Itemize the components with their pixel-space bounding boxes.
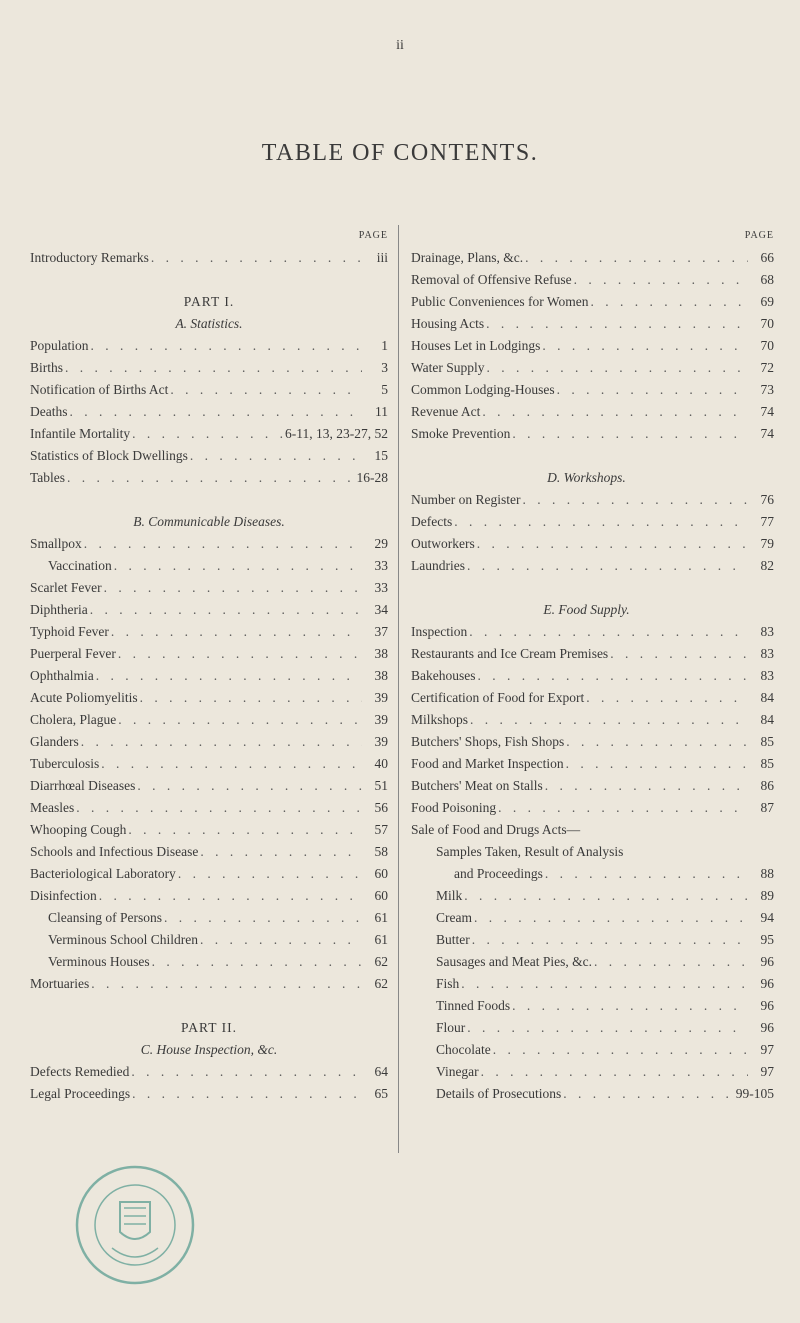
toc-entry[interactable] <box>399 951 774 973</box>
entry-label: Butter <box>436 932 470 947</box>
entry-page: 58 <box>374 844 388 859</box>
toc-entry[interactable] <box>399 1017 774 1039</box>
entry-page: 69 <box>760 294 774 309</box>
leader-dots <box>112 555 362 577</box>
entry-page: 97 <box>760 1064 774 1079</box>
entry-label: Housing Acts <box>411 316 485 331</box>
leader-dots <box>135 775 362 797</box>
entry-label: Cleansing of Persons <box>48 910 162 925</box>
leader-dots <box>484 313 748 335</box>
entry-label: Revenue Act <box>411 404 481 419</box>
toc-entry[interactable] <box>30 335 388 357</box>
entry-label: Mortuaries <box>30 976 90 991</box>
entry-page: 87 <box>760 800 774 815</box>
entry-label: Verminous School Children <box>48 932 198 947</box>
entry-page: 39 <box>374 712 388 727</box>
entry-page: 97 <box>760 1042 774 1057</box>
leader-dots <box>465 1017 748 1039</box>
entry-page: 96 <box>760 998 774 1013</box>
leader-dots <box>476 665 749 687</box>
entry-label: Defects <box>411 514 453 529</box>
toc-entry[interactable] <box>399 995 774 1017</box>
entry-label: Outworkers <box>411 536 475 551</box>
left-column <box>30 225 388 1105</box>
entry-page: 85 <box>760 756 774 771</box>
entry-label: Bacteriological Laboratory <box>30 866 176 881</box>
entry-label: Bakehouses <box>411 668 476 683</box>
leader-dots <box>592 951 748 973</box>
entry-label: Puerperal Fever <box>30 646 116 661</box>
leader-dots <box>589 291 748 313</box>
entry-page: 83 <box>760 668 774 683</box>
leader-dots <box>540 335 748 357</box>
toc-entry[interactable] <box>399 533 774 555</box>
leader-dots <box>452 511 748 533</box>
entry-page: 73 <box>760 382 774 397</box>
leader-dots <box>465 555 748 577</box>
entry-page: 5 <box>381 382 388 397</box>
entry-label: Tinned Foods <box>436 998 511 1013</box>
entry-page: 29 <box>374 536 388 551</box>
leader-dots <box>149 247 362 269</box>
entry-label: Flour <box>436 1020 466 1035</box>
leader-dots <box>543 775 748 797</box>
entry-page: 77 <box>760 514 774 529</box>
toc-entry[interactable] <box>30 863 388 885</box>
toc-entry[interactable] <box>399 621 774 643</box>
toc-entry[interactable] <box>30 665 388 687</box>
toc-entry[interactable] <box>399 401 774 423</box>
toc-entry[interactable] <box>399 731 774 753</box>
entry-label: Defects Remedied <box>30 1064 130 1079</box>
entry-page: 88 <box>760 866 774 881</box>
leader-dots <box>472 907 748 929</box>
entry-page: 40 <box>374 756 388 771</box>
leader-dots <box>496 797 748 819</box>
toc-entry[interactable] <box>30 445 388 467</box>
entry-label: Laundries <box>411 558 465 573</box>
entry-page: 99-105 <box>735 1086 774 1101</box>
entry-label: Legal Proceedings <box>30 1086 131 1101</box>
toc-entry[interactable] <box>30 819 388 841</box>
toc-entry[interactable] <box>30 709 388 731</box>
toc-entry[interactable] <box>30 467 388 489</box>
toc-entry[interactable] <box>30 731 388 753</box>
leader-dots <box>99 753 362 775</box>
entry-page: 94 <box>760 910 774 925</box>
entry-label: Acute Poliomyelitis <box>30 690 138 705</box>
leader-dots <box>88 599 362 621</box>
toc-entry[interactable] <box>30 533 388 555</box>
toc-entry[interactable] <box>399 863 774 885</box>
entry-page: iii <box>376 250 388 265</box>
toc-entry[interactable] <box>399 357 774 379</box>
leader-dots <box>94 665 362 687</box>
entry-page: 62 <box>374 954 388 969</box>
entry-page: 16-28 <box>356 470 388 485</box>
leader-dots <box>168 379 362 401</box>
leader-dots <box>68 401 363 423</box>
toc-entry[interactable] <box>399 1083 774 1105</box>
toc-entry[interactable] <box>399 247 774 269</box>
toc-entry[interactable] <box>30 775 388 797</box>
entry-label: Vinegar <box>436 1064 479 1079</box>
toc-entry[interactable] <box>30 973 388 995</box>
leader-dots <box>510 995 748 1017</box>
samples-heading: Samples Taken, Result of Analysis <box>436 844 624 859</box>
entry-label: Verminous Houses <box>48 954 150 969</box>
entry-page: 74 <box>760 404 774 419</box>
entry-page: 11 <box>375 404 388 419</box>
toc-entry[interactable] <box>399 775 774 797</box>
entry-label: and Proceedings <box>454 866 543 881</box>
toc-entry[interactable] <box>399 709 774 731</box>
entry-page: 70 <box>760 316 774 331</box>
entry-page: 39 <box>374 734 388 749</box>
entry-label: Tables <box>30 470 66 485</box>
leader-dots <box>63 357 362 379</box>
leader-dots <box>162 907 362 929</box>
entry-label: Births <box>30 360 64 375</box>
leader-dots <box>479 1061 748 1083</box>
toc-entry[interactable] <box>30 1083 388 1105</box>
entry-label: Notification of Births Act <box>30 382 169 397</box>
toc-entry[interactable] <box>30 841 388 863</box>
toc-entry[interactable] <box>30 357 388 379</box>
leader-dots <box>467 621 748 643</box>
leader-dots <box>129 1061 362 1083</box>
leader-dots <box>126 819 362 841</box>
entry-label: Smallpox <box>30 536 82 551</box>
leader-dots <box>523 247 748 269</box>
toc-entry[interactable] <box>399 291 774 313</box>
entry-page: 60 <box>374 866 388 881</box>
entry-label: Certification of Food for Export <box>411 690 585 705</box>
sale-heading: Sale of Food and Drugs Acts— <box>411 822 581 837</box>
leader-dots <box>543 863 748 885</box>
entry-page: 34 <box>374 602 388 617</box>
leader-dots <box>65 467 356 489</box>
toc-entry[interactable] <box>30 929 388 951</box>
leader-dots <box>491 1039 748 1061</box>
entry-label: Milkshops <box>411 712 469 727</box>
entry-label: Deaths <box>30 404 68 419</box>
leader-dots <box>116 709 362 731</box>
toc-entry[interactable] <box>30 1061 388 1083</box>
library-stamp-icon <box>72 1162 198 1288</box>
entry-label: Drainage, Plans, &c. <box>411 250 524 265</box>
page-title: TABLE OF CONTENTS. <box>261 140 539 166</box>
leader-dots <box>130 423 285 445</box>
entry-label: Public Conveniences for Women <box>411 294 589 309</box>
entry-page: 96 <box>760 954 774 969</box>
entry-page: 66 <box>760 250 774 265</box>
entry-page: 96 <box>760 976 774 991</box>
entry-page: 70 <box>760 338 774 353</box>
entry-label: Introductory Remarks <box>30 250 149 265</box>
section-heading: C. House Inspection, &c. <box>140 1042 278 1057</box>
entry-label: Diphtheria <box>30 602 88 617</box>
toc-entry[interactable] <box>30 797 388 819</box>
entry-page: 56 <box>374 800 388 815</box>
toc-entry[interactable] <box>399 335 774 357</box>
leader-dots <box>572 269 748 291</box>
entry-page: 84 <box>760 712 774 727</box>
right-column <box>398 225 774 1153</box>
leader-dots <box>116 643 362 665</box>
toc-entry[interactable] <box>30 643 388 665</box>
leader-dots <box>608 643 748 665</box>
entry-page: 95 <box>760 932 774 947</box>
entry-page: 79 <box>760 536 774 551</box>
leader-dots <box>150 951 362 973</box>
toc-entry[interactable] <box>399 907 774 929</box>
entry-label: Schools and Infectious Disease <box>30 844 199 859</box>
communicable-list <box>30 533 388 995</box>
entry-label: Inspection <box>411 624 468 639</box>
leader-dots <box>480 401 748 423</box>
food-list <box>399 621 774 819</box>
entry-page: 83 <box>760 624 774 639</box>
leader-dots <box>198 929 362 951</box>
leader-dots <box>468 709 748 731</box>
toc-entry[interactable] <box>399 1061 774 1083</box>
leader-dots <box>109 621 362 643</box>
leader-dots <box>74 797 362 819</box>
toc-entry[interactable] <box>399 643 774 665</box>
leader-dots <box>584 687 748 709</box>
entry-label: Removal of Offensive Refuse <box>411 272 572 287</box>
entry-page: 65 <box>374 1086 388 1101</box>
leader-dots <box>475 533 748 555</box>
drainage-list <box>399 247 774 445</box>
part-heading: PART II. <box>181 1020 237 1035</box>
toc-entry[interactable] <box>30 621 388 643</box>
leader-dots <box>188 445 362 467</box>
toc-entry[interactable] <box>30 599 388 621</box>
toc-entry[interactable] <box>30 423 388 445</box>
entry-page: 84 <box>760 690 774 705</box>
entry-page: 61 <box>374 910 388 925</box>
entry-page: 38 <box>374 668 388 683</box>
leader-dots <box>564 753 748 775</box>
entry-label: Statistics of Block Dwellings <box>30 448 188 463</box>
leader-dots <box>138 687 362 709</box>
leader-dots <box>102 577 362 599</box>
toc-entry[interactable] <box>30 885 388 907</box>
entry-page: 15 <box>374 448 388 463</box>
entry-page: 3 <box>381 360 388 375</box>
entry-page: 68 <box>760 272 774 287</box>
entry-label: Disinfection <box>30 888 97 903</box>
toc-entry[interactable] <box>30 687 388 709</box>
entry-label: Smoke Prevention <box>411 426 511 441</box>
entry-label: Glanders <box>30 734 79 749</box>
entry-page: 33 <box>374 558 388 573</box>
entry-page: 37 <box>374 624 388 639</box>
entry-page: 1 <box>381 338 388 353</box>
entry-label: Cream <box>436 910 472 925</box>
toc-entry[interactable] <box>399 379 774 401</box>
entry-label: Butchers' Shops, Fish Shops <box>411 734 565 749</box>
leader-dots <box>485 357 748 379</box>
entry-label: Food Poisoning <box>411 800 497 815</box>
entry-page: 57 <box>374 822 388 837</box>
toc-entry[interactable] <box>399 687 774 709</box>
entry-label: Restaurants and Ice Cream Premises <box>411 646 609 661</box>
leader-dots <box>79 731 362 753</box>
entry-page: 61 <box>374 932 388 947</box>
entry-page: 39 <box>374 690 388 705</box>
entry-page: 82 <box>760 558 774 573</box>
entry-label: Details of Prosecutions <box>436 1086 562 1101</box>
toc-entry[interactable] <box>399 313 774 335</box>
leader-dots <box>89 973 362 995</box>
toc-entry[interactable] <box>399 753 774 775</box>
leader-dots <box>462 885 748 907</box>
toc-entry[interactable] <box>30 907 388 929</box>
toc-entry[interactable] <box>399 489 774 511</box>
entry-page: 51 <box>374 778 388 793</box>
toc-entry[interactable] <box>399 929 774 951</box>
entry-label: Diarrhœal Diseases <box>30 778 136 793</box>
toc-entry[interactable] <box>399 885 774 907</box>
toc-entry[interactable] <box>399 555 774 577</box>
entry-label: Population <box>30 338 89 353</box>
leader-dots <box>555 379 748 401</box>
entry-label: Typhoid Fever <box>30 624 109 639</box>
toc-entry[interactable] <box>399 269 774 291</box>
entry-page: 33 <box>374 580 388 595</box>
entry-page: 38 <box>374 646 388 661</box>
toc-entry[interactable] <box>399 1039 774 1061</box>
entry-label: Common Lodging-Houses <box>411 382 555 397</box>
toc-entry[interactable] <box>399 511 774 533</box>
page-column-header: PAGE <box>744 230 774 241</box>
entry-label: Infantile Mortality <box>30 426 131 441</box>
section-heading: B. Communicable Diseases. <box>133 514 285 529</box>
entry-label: Houses Let in Lodgings <box>411 338 541 353</box>
entry-label: Vaccination <box>48 558 112 573</box>
entry-label: Ophthalmia <box>30 668 94 683</box>
workshops-list <box>399 489 774 577</box>
toc-entry[interactable] <box>30 951 388 973</box>
toc-entry[interactable] <box>399 665 774 687</box>
leader-dots <box>198 841 362 863</box>
entry-label: Measles <box>30 800 75 815</box>
section-heading: A. Statistics. <box>175 316 243 331</box>
entry-label: Sausages and Meat Pies, &c. <box>436 954 592 969</box>
leader-dots <box>470 929 748 951</box>
leader-dots <box>564 731 748 753</box>
entry-page: 62 <box>374 976 388 991</box>
entry-label: Food and Market Inspection <box>411 756 564 771</box>
entry-label: Whooping Cough <box>30 822 127 837</box>
section-heading: E. Food Supply. <box>543 602 630 617</box>
entry-page: 89 <box>760 888 774 903</box>
leader-dots <box>97 885 362 907</box>
entry-label: Chocolate <box>436 1042 491 1057</box>
entry-label: Cholera, Plague <box>30 712 117 727</box>
entry-label: Fish <box>436 976 460 991</box>
page-column-header: PAGE <box>358 230 388 241</box>
entry-page: 60 <box>374 888 388 903</box>
house-list <box>30 1061 388 1105</box>
toc-entry[interactable] <box>30 247 388 269</box>
entry-label: Scarlet Fever <box>30 580 102 595</box>
leader-dots <box>89 335 362 357</box>
entry-page: 74 <box>760 426 774 441</box>
entry-page: 64 <box>374 1064 388 1079</box>
toc-entry[interactable] <box>30 401 388 423</box>
leader-dots <box>82 533 362 555</box>
entry-label: Tuberculosis <box>30 756 100 771</box>
toc-entry[interactable] <box>399 973 774 995</box>
entry-page: 96 <box>760 1020 774 1035</box>
entry-page: 72 <box>760 360 774 375</box>
toc-entry[interactable] <box>30 577 388 599</box>
leader-dots <box>176 863 362 885</box>
entry-label: Butchers' Meat on Stalls <box>411 778 543 793</box>
toc-entry[interactable] <box>399 423 774 445</box>
section-heading: D. Workshops. <box>547 470 626 485</box>
entry-page: 85 <box>760 734 774 749</box>
entry-label: Number on Register <box>411 492 521 507</box>
entry-label: Milk <box>436 888 463 903</box>
entry-page: 83 <box>760 646 774 661</box>
toc-entry[interactable] <box>30 379 388 401</box>
leader-dots <box>510 423 748 445</box>
entry-label: Water Supply <box>411 360 485 375</box>
statistics-list <box>30 335 388 489</box>
sale-items-list <box>399 885 774 1105</box>
part-heading: PART I. <box>183 294 235 309</box>
entry-page: 86 <box>760 778 774 793</box>
entry-page: 76 <box>760 492 774 507</box>
toc-entry[interactable] <box>399 797 774 819</box>
leader-dots <box>130 1083 362 1105</box>
toc-entry[interactable] <box>30 555 388 577</box>
toc-entry[interactable] <box>30 753 388 775</box>
leader-dots <box>561 1083 736 1105</box>
entry-page: 6-11, 13, 23-27, 52 <box>285 426 388 441</box>
leader-dots <box>459 973 748 995</box>
leader-dots <box>520 489 748 511</box>
page-number: ii <box>396 38 404 53</box>
